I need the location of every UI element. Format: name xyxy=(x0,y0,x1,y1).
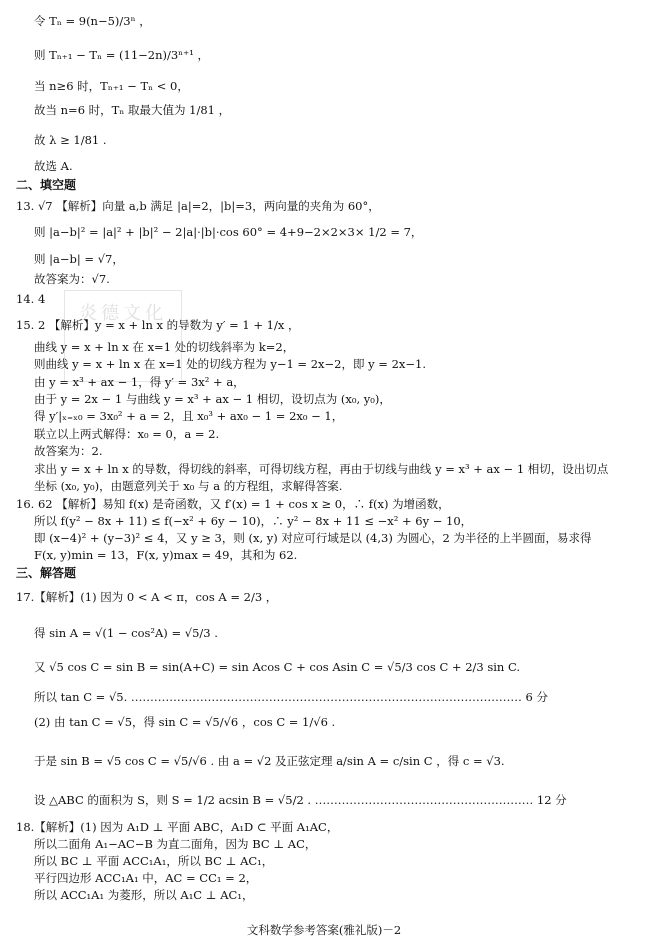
q15-analysis: 15. 2 【解析】y = x + ln x 的导数为 y′ = 1 + 1/x ， xyxy=(16,318,300,332)
page-footer: 文科数学参考答案(雅礼版)－2 xyxy=(246,923,402,937)
q15-step-4: 由于 y = 2x − 1 与曲线 y = x³ + ax − 1 相切，设切点为 (x₀, y₀)， xyxy=(34,392,391,406)
line-tn-difference: 则 Tₙ₊₁ − Tₙ = (11−2n)/3ⁿ⁺¹ ， xyxy=(34,48,209,62)
q15-step-1: 曲线 y = x + ln x 在 x=1 处的切线斜率为 k=2， xyxy=(34,340,295,354)
section-solutions-heading: 三、解答题 xyxy=(16,566,77,580)
q17-area: 设 △ABC 的面积为 S，则 S = 1/2 acsin B = √5/2 . ………………………………………………… 12 分 xyxy=(34,793,567,807)
q17-sine-law: 于是 sin B = √5 cos C = √5/√6 . 由 a = √2 及正弦定理 a/sin A = c/sin C ，得 c = √3. xyxy=(34,754,505,768)
q18-step-1: 所以二面角 A₁−AC−B 为直二面角，因为 BC ⊥ AC， xyxy=(34,837,317,851)
q17-tan-c: 所以 tan C = √5. ………………………………………………………………………………………… 6 分 xyxy=(34,690,549,704)
q13-step-1: 则 |a−b|² = |a|² + |b|² − 2|a|·|b|·cos 60° = 4+9−2×2×3× 1/2 = 7， xyxy=(34,225,423,239)
q17-equation: 又 √5 cos C = sin B = sin(A+C) = sin Acos C + cos Asin C = √5/3 cos C + 2/3 sin C. xyxy=(34,660,521,674)
q17-part2-start: (2) 由 tan C = √5，得 sin C = √5/√6 ，cos C = 1/√6 . xyxy=(34,715,336,729)
q17-sin-a: 得 sin A = √(1 − cos²A) = √5/3 . xyxy=(34,626,218,640)
q15-step-3: 由 y = x³ + ax − 1，得 y′ = 3x² + a， xyxy=(34,375,245,389)
section-fill-in-heading: 二、填空题 xyxy=(16,178,77,192)
line-n-ge-6: 当 n≥6 时，Tₙ₊₁ − Tₙ < 0， xyxy=(34,79,189,93)
q16-step-1: 所以 f(y² − 8x + 11) ≤ f(−x² + 6y − 10)，∴ y² − 8x + 11 ≤ −x² + 6y − 10， xyxy=(34,514,473,528)
q15-step-5: 得 y′|ₓ₌ₓ₀ = 3x₀² + a = 2，且 x₀³ + ax₀ − 1 = 2x₀ − 1， xyxy=(34,409,344,423)
q18-step-2: 所以 BC ⊥ 平面 ACC₁A₁，所以 BC ⊥ AC₁， xyxy=(34,854,274,868)
line-lambda: 故 λ ≥ 1/81 . xyxy=(34,133,107,147)
line-choose-a: 故选 A. xyxy=(34,159,73,173)
q14-answer: 14. 4 xyxy=(16,292,46,306)
q15-step-6: 联立以上两式解得：x₀ = 0，a = 2. xyxy=(34,427,220,441)
q18-step-3: 平行四边形 ACC₁A₁ 中，AC = CC₁ = 2， xyxy=(34,871,258,885)
q13-analysis: 13. √7 【解析】向量 a,b 满足 |a|=2，|b|=3，两向量的夹角为 60°， xyxy=(16,199,380,213)
line-tn-max: 故当 n=6 时，Tₙ 取最大值为 1/81 ， xyxy=(34,103,231,117)
q18-part1-start: 18.【解析】(1) 因为 A₁D ⊥ 平面 ABC，A₁D ⊂ 平面 A₁AC， xyxy=(16,820,339,834)
q15-summary-2: 坐标 (x₀, y₀)，由题意列关于 x₀ 与 a 的方程组，求解得答案. xyxy=(34,479,343,493)
q16-step-3: F(x, y)min = 13，F(x, y)max = 49，其和为 62. xyxy=(34,548,298,562)
line-tn-definition: 令 Tₙ = 9(n−5)/3ⁿ ， xyxy=(34,14,151,28)
q13-step-2: 则 |a−b| = √7， xyxy=(34,252,124,266)
watermark-text: 炎德文化 xyxy=(79,303,167,324)
q15-answer: 故答案为：2. xyxy=(34,444,103,458)
q16-analysis: 16. 62 【解析】易知 f(x) 是奇函数，又 f′(x) = 1 + cos x ≥ 0，∴ f(x) 为增函数， xyxy=(16,497,450,511)
q16-step-2: 即 (x−4)² + (y−3)² ≤ 4，又 y ≥ 3，则 (x, y) 对应可行域是以 (4,3) 为圆心，2 为半径的上半圆面，易求得 xyxy=(34,531,592,545)
q15-step-2: 则曲线 y = x + ln x 在 x=1 处的切线方程为 y−1 = 2x−2，即 y = 2x−1. xyxy=(34,357,426,371)
q15-summary-1: 求出 y = x + ln x 的导数，得切线的斜率，可得切线方程，再由于切线与曲线 y = x³ + ax − 1 相切，设出切点 xyxy=(34,462,609,476)
q13-answer: 故答案为：√7. xyxy=(34,272,110,286)
q18-step-4: 所以 ACC₁A₁ 为菱形，所以 A₁C ⊥ AC₁， xyxy=(34,888,254,902)
q17-part1-start: 17.【解析】(1) 因为 0 < A < π，cos A = 2/3 ， xyxy=(16,590,278,604)
